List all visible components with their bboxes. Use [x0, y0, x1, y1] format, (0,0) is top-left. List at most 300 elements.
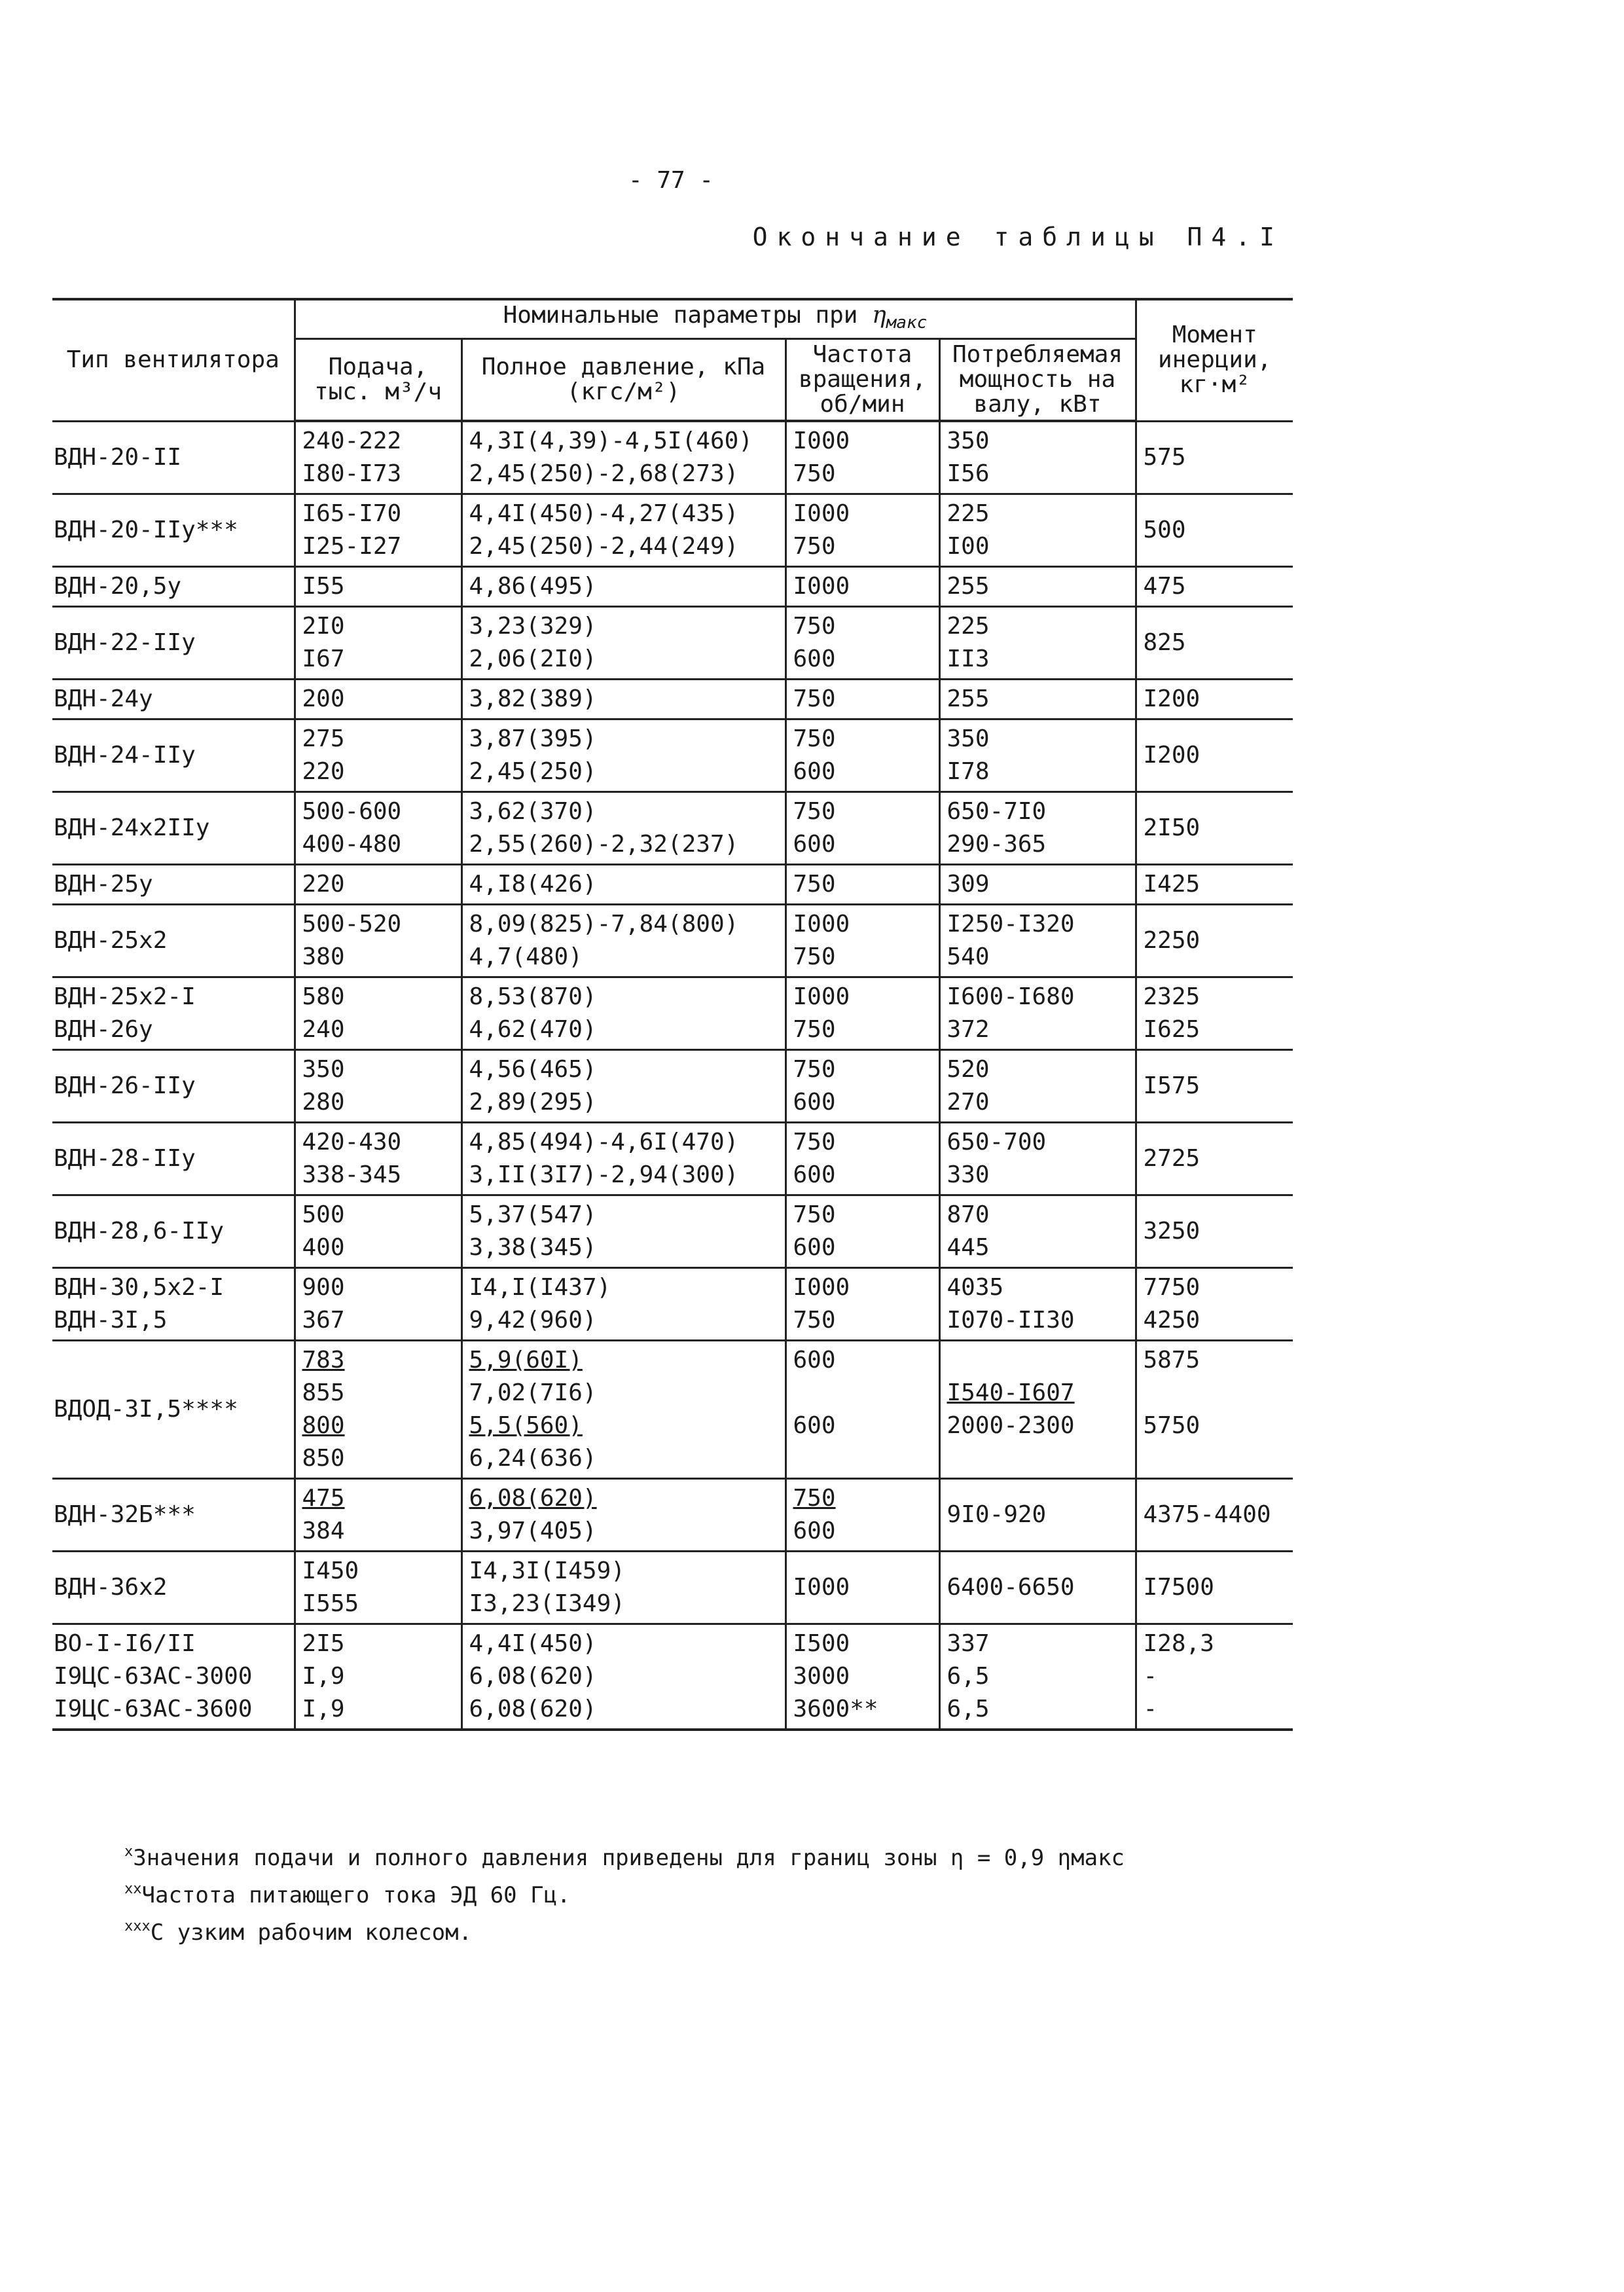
cell-type [52, 567, 295, 607]
cell-speed [785, 1624, 939, 1730]
table-row [52, 607, 1293, 680]
cell-inertia [1136, 1479, 1293, 1552]
cell-supply [295, 977, 461, 1050]
cell-line: 825 [1143, 629, 1186, 656]
cell-line: I,9 [302, 1696, 345, 1722]
cell-speed [785, 1050, 939, 1123]
cell-line: 4,4I(450)-4,27(435) [469, 500, 739, 527]
cell-line: I4,I(I437) [469, 1274, 611, 1301]
cell-line: ВДН-30,5х2-I [54, 1274, 225, 1301]
cell-line: 600 [793, 1089, 836, 1116]
cell-line: 2I5 [302, 1630, 345, 1657]
cell-line: ВДН-20-II [54, 443, 182, 471]
cell-inertia [1136, 1268, 1293, 1341]
cell-inertia [1136, 1341, 1293, 1479]
cell-line: 750 [793, 1056, 836, 1083]
cell-line: 2725 [1143, 1145, 1200, 1172]
cell-line: 5875 [1143, 1347, 1200, 1373]
cell-line: I67 [302, 646, 345, 672]
cell-inertia [1136, 607, 1293, 680]
cell-type [52, 680, 295, 719]
cell-line: 3,23(329) [469, 613, 597, 640]
cell-inertia [1136, 1123, 1293, 1195]
cell-line: 600 [793, 1234, 836, 1261]
cell-line: I3,23(I349) [469, 1590, 625, 1617]
cell-line: ВДН-26-IIу [54, 1072, 196, 1099]
cell-speed [785, 792, 939, 865]
cell-power [939, 680, 1136, 719]
cell-line: 367 [302, 1307, 345, 1334]
cell-inertia [1136, 905, 1293, 977]
cell-power [939, 607, 1136, 680]
cell-line: ВО-I-I6/II [54, 1630, 196, 1657]
cell-line: ВДН-32Б*** [54, 1501, 196, 1528]
cell-line: 750 [793, 460, 836, 487]
cell-line: 8,09(825)-7,84(800) [469, 911, 739, 937]
cell-line: 290-365 [947, 831, 1047, 858]
cell-line: 372 [947, 1016, 990, 1043]
cell-supply [295, 1341, 461, 1479]
cell-line [793, 1442, 932, 1475]
cell-line: 6,24(636) [469, 1445, 597, 1472]
table-row [52, 421, 1293, 494]
cell-line: 600 [793, 1161, 836, 1188]
cell-line: ВДН-20-IIу*** [54, 517, 238, 543]
footnote-3: $^{xxx}$С узким рабочим колесом. [124, 1918, 473, 1946]
cell-power [939, 977, 1136, 1050]
cell-pressure [461, 977, 785, 1050]
table-row [52, 977, 1293, 1050]
cell-line: 384 [302, 1518, 345, 1544]
cell-line: I9ЦС-63АС-3600 [54, 1696, 253, 1722]
cell-line: 7750 [1143, 1274, 1200, 1301]
cell-line: 337 [947, 1630, 990, 1657]
cell-line: 350 [302, 1056, 345, 1083]
cell-power [939, 1624, 1136, 1730]
table-row [52, 1624, 1293, 1730]
cell-line: 445 [947, 1234, 990, 1261]
cell-type [52, 1341, 295, 1479]
cell-line: 2,45(250)-2,68(273) [469, 460, 739, 487]
cell-type [52, 1050, 295, 1123]
cell-line: ВДН-28,6-IIу [54, 1218, 225, 1245]
cell-line: 2,55(260)-2,32(237) [469, 831, 739, 858]
cell-line: 900 [302, 1274, 345, 1301]
cell-line: 520 [947, 1056, 990, 1083]
cell-line: I9ЦС-63АС-3000 [54, 1663, 253, 1690]
cell-line: I000 [793, 1574, 850, 1601]
cell-line: 220 [302, 758, 345, 785]
header-inertia: Момент инерции, кг·м² [1136, 299, 1293, 421]
cell-power [939, 1050, 1136, 1123]
cell-line: II3 [947, 646, 990, 672]
cell-line: 2,45(250) [469, 758, 597, 785]
cell-line: 600 [793, 1347, 836, 1373]
cell-speed [785, 1479, 939, 1552]
cell-line: ВДН-25х2-I [54, 983, 196, 1010]
cell-line: 750 [793, 871, 836, 898]
table-row [52, 1268, 1293, 1341]
cell-line: 750 [793, 1016, 836, 1043]
cell-line: ВДН-24у [54, 685, 153, 712]
cell-supply [295, 1624, 461, 1730]
cell-line: I540-I607 [947, 1379, 1075, 1406]
cell-type [52, 865, 295, 905]
cell-line: 3600** [793, 1696, 878, 1722]
cell-power [939, 1341, 1136, 1479]
cell-line: ВДН-28-IIу [54, 1145, 196, 1172]
cell-line: ВДН-36х2 [54, 1574, 168, 1601]
cell-speed [785, 1195, 939, 1268]
cell-line: 7,02(7I6) [469, 1379, 597, 1406]
cell-supply [295, 421, 461, 494]
cell-power [939, 865, 1136, 905]
cell-supply [295, 865, 461, 905]
cell-line [793, 1377, 932, 1410]
cell-line: 4,85(494)-4,6I(470) [469, 1129, 739, 1155]
cell-line: ВДН-24-IIу [54, 742, 196, 769]
page-number: - 77 - [628, 167, 714, 194]
cell-line: 225 [947, 500, 990, 527]
cell-line: 750 [793, 533, 836, 560]
cell-line: I78 [947, 758, 990, 785]
table-row [52, 1479, 1293, 1552]
cell-line: 400-480 [302, 831, 402, 858]
cell-line: 380 [302, 943, 345, 970]
cell-line: 3,97(405) [469, 1518, 597, 1544]
cell-speed [785, 1123, 939, 1195]
cell-line: 4,4I(450) [469, 1630, 597, 1657]
table-row [52, 1050, 1293, 1123]
cell-speed [785, 865, 939, 905]
cell-inertia [1136, 421, 1293, 494]
cell-pressure [461, 421, 785, 494]
table-row [52, 905, 1293, 977]
cell-speed [785, 1552, 939, 1624]
cell-supply [295, 1479, 461, 1552]
cell-line: 4035 [947, 1274, 1004, 1301]
cell-speed [785, 567, 939, 607]
cell-line: 750 [793, 685, 836, 712]
cell-line: 870 [947, 1201, 990, 1228]
cell-line: 783 [302, 1347, 345, 1373]
cell-line: 600 [793, 831, 836, 858]
cell-line: 3,62(370) [469, 798, 597, 825]
cell-line: I00 [947, 533, 990, 560]
cell-line: 350 [947, 725, 990, 752]
cell-type [52, 607, 295, 680]
cell-line: 580 [302, 983, 345, 1010]
cell-line: I070-II30 [947, 1307, 1075, 1334]
cell-line: 2I50 [1143, 814, 1200, 841]
cell-speed [785, 1268, 939, 1341]
table-row [52, 1341, 1293, 1479]
cell-inertia [1136, 719, 1293, 792]
cell-supply [295, 1050, 461, 1123]
cell-line: 400 [302, 1234, 345, 1261]
cell-line: 500 [302, 1201, 345, 1228]
cell-line: I000 [793, 1274, 850, 1301]
table-row [52, 792, 1293, 865]
cell-line: I250-I320 [947, 911, 1075, 937]
cell-line: 4,56(465) [469, 1056, 597, 1083]
cell-inertia [1136, 865, 1293, 905]
cell-pressure [461, 865, 785, 905]
cell-line: 2I0 [302, 613, 345, 640]
cell-line: I000 [793, 573, 850, 600]
cell-line: I65-I70 [302, 500, 402, 527]
cell-line: 475 [302, 1485, 345, 1512]
cell-line: I200 [1143, 685, 1200, 712]
cell-line: ВДН-25х2 [54, 927, 168, 954]
header-fan-type: Тип вентилятора [52, 299, 295, 421]
cell-supply [295, 1195, 461, 1268]
cell-pressure [461, 1195, 785, 1268]
cell-inertia [1136, 1050, 1293, 1123]
cell-line: I000 [793, 427, 850, 454]
cell-line: - [1143, 1696, 1158, 1722]
cell-speed [785, 977, 939, 1050]
cell-line: 8,53(870) [469, 983, 597, 1010]
table-row [52, 719, 1293, 792]
cell-line: 3250 [1143, 1218, 1200, 1245]
cell-speed [785, 680, 939, 719]
cell-pressure [461, 1552, 785, 1624]
cell-line: 275 [302, 725, 345, 752]
cell-line: 3,82(389) [469, 685, 597, 712]
cell-line: I25-I27 [302, 533, 402, 560]
cell-power [939, 421, 1136, 494]
footnotes [124, 1836, 1125, 1948]
header-pressure: Полное давление, кПа (кгс/м²) [461, 339, 785, 422]
cell-line: 750 [793, 1129, 836, 1155]
eta-symbol: η [872, 302, 886, 329]
eta-subscript: макс [886, 313, 928, 333]
cell-line: 5750 [1143, 1412, 1200, 1439]
cell-line: 600 [793, 646, 836, 672]
cell-line: I575 [1143, 1072, 1200, 1099]
header-speed: Частота вращения, об/мин [785, 339, 939, 422]
cell-line: 750 [793, 1485, 836, 1512]
table-row [52, 1123, 1293, 1195]
cell-line: 500 [1143, 517, 1186, 543]
cell-inertia [1136, 1195, 1293, 1268]
cell-pressure [461, 680, 785, 719]
cell-line: I80-I73 [302, 460, 402, 487]
table-row [52, 865, 1293, 905]
table-row [52, 567, 1293, 607]
cell-line: 309 [947, 871, 990, 898]
cell-line: 600 [793, 1412, 836, 1439]
cell-line: 240-222 [302, 427, 402, 454]
cell-line: 800 [302, 1412, 345, 1439]
cell-line: ВДН-26у [54, 1016, 153, 1043]
cell-type [52, 1123, 295, 1195]
cell-power [939, 1479, 1136, 1552]
cell-line: 4,3I(4,39)-4,5I(460) [469, 427, 753, 454]
cell-pressure [461, 1050, 785, 1123]
table-row [52, 1195, 1293, 1268]
cell-line: I600-I680 [947, 983, 1075, 1010]
cell-line: - [1143, 1663, 1158, 1690]
cell-line: ВДОД-3I,5**** [54, 1396, 238, 1423]
cell-line: 500-600 [302, 798, 402, 825]
cell-type [52, 1195, 295, 1268]
cell-power [939, 1195, 1136, 1268]
cell-line: 750 [793, 943, 836, 970]
cell-type [52, 421, 295, 494]
cell-pressure [461, 719, 785, 792]
cell-line: 3,II(3I7)-2,94(300) [469, 1161, 739, 1188]
cell-line: 850 [302, 1445, 345, 1472]
cell-type [52, 792, 295, 865]
cell-pressure [461, 1123, 785, 1195]
cell-line: 600 [793, 758, 836, 785]
cell-line: 280 [302, 1089, 345, 1116]
cell-line: I500 [793, 1630, 850, 1657]
cell-line [1144, 1377, 1287, 1410]
cell-supply [295, 905, 461, 977]
cell-supply [295, 680, 461, 719]
cell-line: 6,08(620) [469, 1696, 597, 1722]
cell-line: 225 [947, 613, 990, 640]
cell-line: I55 [302, 573, 345, 600]
cell-supply [295, 494, 461, 567]
cell-line: 750 [793, 1307, 836, 1334]
header-supply: Подача, тыс. м³/ч [295, 339, 461, 422]
cell-line: 3000 [793, 1663, 850, 1690]
cell-pressure [461, 1341, 785, 1479]
footnote-2: $^{xx}$Частота питающего тока ЭД 60 Гц. [124, 1881, 571, 1908]
cell-line: 4,I8(426) [469, 871, 597, 898]
cell-line: 6,08(620) [469, 1485, 597, 1512]
cell-line: 4375-4400 [1143, 1501, 1271, 1528]
cell-power [939, 567, 1136, 607]
cell-line: I555 [302, 1590, 359, 1617]
cell-line: 9I0-920 [947, 1501, 1047, 1528]
cell-line: 6400-6650 [947, 1574, 1075, 1601]
cell-line: I28,3 [1143, 1630, 1214, 1657]
cell-line: 4250 [1143, 1307, 1200, 1334]
cell-inertia [1136, 792, 1293, 865]
cell-line: 2,06(2I0) [469, 646, 597, 672]
cell-line: I000 [793, 500, 850, 527]
cell-type [52, 1624, 295, 1730]
cell-line: 600 [793, 1518, 836, 1544]
cell-line: 330 [947, 1161, 990, 1188]
cell-power [939, 1123, 1136, 1195]
cell-line: I4,3I(I459) [469, 1557, 625, 1584]
cell-line: 2325 [1143, 983, 1200, 1010]
cell-line: ВДН-24х2IIу [54, 814, 210, 841]
cell-type [52, 719, 295, 792]
cell-line: 270 [947, 1089, 990, 1116]
table-row [52, 494, 1293, 567]
cell-line: 338-345 [302, 1161, 402, 1188]
footnote-1: $^x$Значения подачи и полного давления приведены для границ зоны η = 0,9 ηмакс [124, 1844, 1125, 1871]
cell-power [939, 1268, 1136, 1341]
cell-speed [785, 607, 939, 680]
cell-supply [295, 567, 461, 607]
cell-supply [295, 1268, 461, 1341]
cell-supply [295, 719, 461, 792]
cell-supply [295, 607, 461, 680]
cell-line: 750 [793, 613, 836, 640]
cell-line: 855 [302, 1379, 345, 1406]
cell-pressure [461, 1479, 785, 1552]
cell-inertia [1136, 977, 1293, 1050]
cell-line: 6,08(620) [469, 1663, 597, 1690]
cell-line: 240 [302, 1016, 345, 1043]
cell-line: 575 [1143, 443, 1186, 471]
cell-line [947, 1344, 1128, 1377]
cell-type [52, 905, 295, 977]
cell-inertia [1136, 567, 1293, 607]
cell-pressure [461, 905, 785, 977]
cell-line: 5,37(547) [469, 1201, 597, 1228]
cell-line: ВДН-22-IIу [54, 629, 196, 656]
cell-line: 2,45(250)-2,44(249) [469, 533, 739, 560]
continuation-title: Окончание таблицы П4.I [752, 223, 1284, 251]
cell-line: 6,5 [947, 1696, 990, 1722]
cell-line: 5,5(560) [469, 1412, 583, 1439]
cell-line: I450 [302, 1557, 359, 1584]
cell-line: 4,62(470) [469, 1016, 597, 1043]
cell-line: 3,38(345) [469, 1234, 597, 1261]
cell-pressure [461, 792, 785, 865]
cell-line: 750 [793, 1201, 836, 1228]
cell-line: 540 [947, 943, 990, 970]
cell-line: 650-7I0 [947, 798, 1047, 825]
cell-line: 750 [793, 725, 836, 752]
cell-inertia [1136, 494, 1293, 567]
cell-inertia [1136, 1624, 1293, 1730]
cell-power [939, 494, 1136, 567]
cell-type [52, 977, 295, 1050]
cell-pressure [461, 1624, 785, 1730]
cell-line: 4,7(480) [469, 943, 583, 970]
fan-parameters-table [52, 298, 1293, 1731]
cell-supply [295, 1123, 461, 1195]
cell-line: 220 [302, 871, 345, 898]
cell-line: I56 [947, 460, 990, 487]
cell-speed [785, 905, 939, 977]
cell-pressure [461, 494, 785, 567]
cell-line: 500-520 [302, 911, 402, 937]
cell-line: I,9 [302, 1663, 345, 1690]
cell-line: 200 [302, 685, 345, 712]
table-row [52, 1552, 1293, 1624]
cell-line: 3,87(395) [469, 725, 597, 752]
cell-line: 350 [947, 427, 990, 454]
cell-line: I200 [1143, 742, 1200, 769]
cell-line: 475 [1143, 573, 1186, 600]
cell-pressure [461, 607, 785, 680]
cell-inertia [1136, 1552, 1293, 1624]
cell-pressure [461, 567, 785, 607]
cell-pressure [461, 1268, 785, 1341]
cell-line: ВДН-25у [54, 871, 153, 898]
cell-type [52, 1479, 295, 1552]
cell-power [939, 792, 1136, 865]
cell-line: 6,5 [947, 1663, 990, 1690]
cell-power [939, 719, 1136, 792]
cell-line: 650-700 [947, 1129, 1047, 1155]
cell-type [52, 1268, 295, 1341]
cell-line: I000 [793, 911, 850, 937]
cell-line: I425 [1143, 871, 1200, 898]
cell-speed [785, 719, 939, 792]
